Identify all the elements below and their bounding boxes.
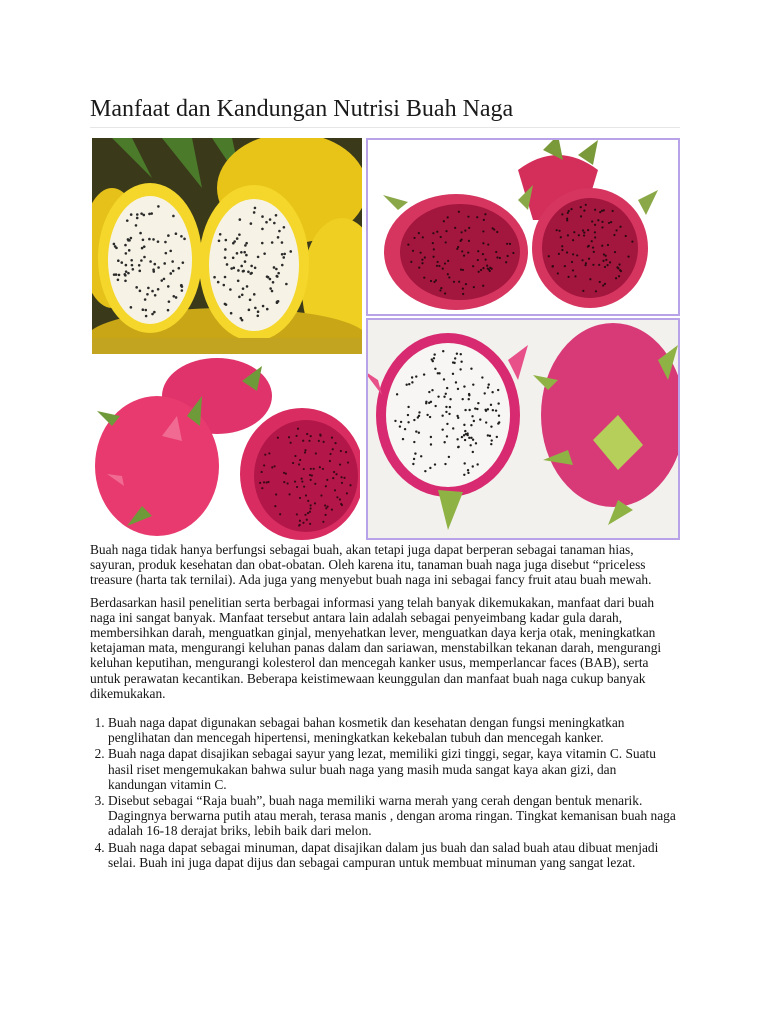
- list-item: 1. Buah naga dapat digunakan sebagai bahan kosmetik dan kesehatan dengan fungsi meningkatkan penglihatan dan mencegah hipertensi, meningkatkan kekebalan tubuh dan mencegah kanker.: [108, 715, 678, 745]
- red-flesh-dragon-fruit-photo: [366, 138, 680, 316]
- photo-collage: [90, 138, 682, 540]
- benefits-list: [90, 715, 678, 870]
- white-flesh-dragon-fruit-photo: [366, 318, 680, 540]
- paragraph-intro: Buah naga tidak hanya berfungsi sebagai buah, akan tetapi juga dapat berperan sebagai tanaman hias, sayuran, produk kesehatan dan obat-obatan. Oleh karena itu, tanaman buah naga juga disebut “priceless treasure (harta tak ternilai). Ada juga yang menyebut buah naga ini sebagai fancy fruit atau buah mewah.: [90, 542, 652, 588]
- article-body: [90, 542, 678, 871]
- list-item: 4. Buah naga dapat sebagai minuman, dapat disajikan dalam jus buah dan salad buah atau dibuat menjadi selai. Buah ini juga dapat dijus dan sebagai campuran untuk membuat minuman yang sangat lezat.: [108, 840, 678, 870]
- list-item: 3. Disebut sebagai “Raja buah”, buah naga memiliki warna merah yang cerah dengan bentuk menarik. Dagingnya berwarna putih atau merah, terasa manis , dengan aroma ringan. Tingkat kemanisan buah naga adalah 16-18 derajat briks, lebih baik dari melon.: [108, 793, 678, 839]
- paragraph-benefits: Berdasarkan hasil penelitian serta berbagai informasi yang telah banyak dikemukakan, manfaat dari buah naga ini sangat banyak. Manfaat tersebut antara lain adalah sebagai penyeimbang kadar gula darah, membersihkan darah, menguatkan ginjal, menyehatkan lever, menguatkan daya kerja otak, meningkatkan ketajaman mata, mengurangi keluhan panas dalam dan sariawan, menstabilkan tekanan darah, mengurangi keluhan keputihan, mengurangi kolesterol dan mencegah kanker usus, memperlancar faces (BAB), serta untuk perawatan kecantikan. Beberapa keistimewaan keunggulan dan manfaat buah naga cukup banyak dikemukakan.: [90, 594, 662, 701]
- yellow-dragon-fruit-photo: [92, 138, 362, 354]
- page-title: Manfaat dan Kandungan Nutrisi Buah Naga: [90, 94, 680, 128]
- pink-dragon-fruit-photo: [92, 356, 360, 540]
- list-item: 2. Buah naga dapat disajikan sebagai sayur yang lezat, memiliki gizi tinggi, segar, kaya vitamin C. Suatu hasil riset mengemukakan bahwa sulur buah naga yang masih muda sangat kaya akan gizi, dan kandungan vitamin C.: [108, 746, 678, 792]
